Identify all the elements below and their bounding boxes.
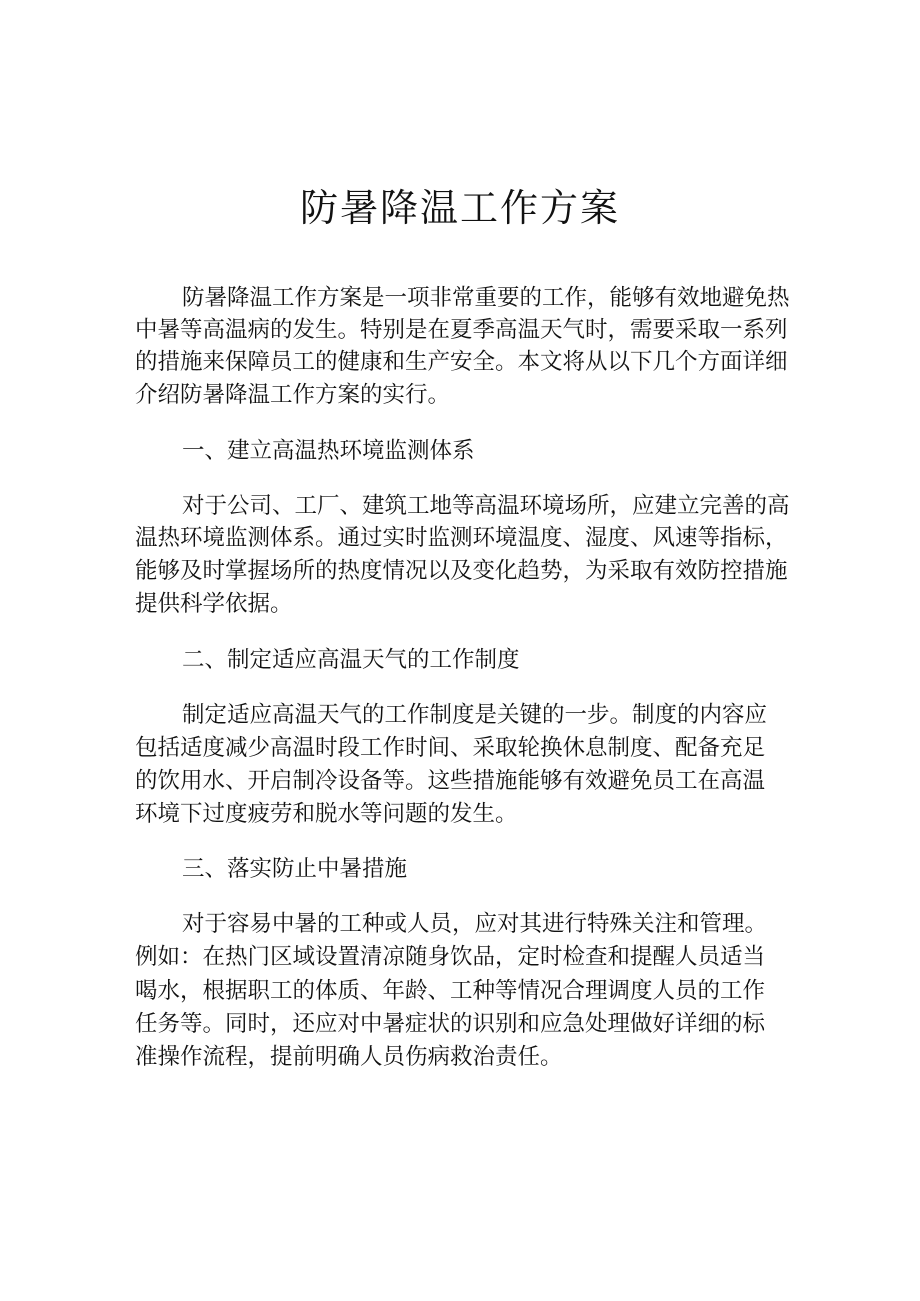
section-3-paragraph-line: 准操作流程，提前明确人员伤病救治责任。 <box>135 1044 563 1070</box>
section-heading-1: 一、建立高温热环境监测体系 <box>182 438 475 464</box>
section-1-paragraph-line: 温热环境监测体系。通过实时监测环境温度、湿度、风速等指标， <box>135 525 788 551</box>
section-1-paragraph-line: 能够及时掌握场所的热度情况以及变化趋势，为采取有效防控措施 <box>135 558 788 584</box>
intro-paragraph-line: 防暑降温工作方案是一项非常重要的工作，能够有效地避免热 <box>182 285 790 311</box>
section-heading-2: 二、制定适应高温天气的工作制度 <box>182 647 520 673</box>
section-1-paragraph-line: 提供科学依据。 <box>135 591 293 617</box>
document-title: 防暑降温工作方案 <box>299 186 620 230</box>
intro-paragraph-line: 介绍防暑降温工作方案的实行。 <box>135 382 451 408</box>
section-2-paragraph-line: 环境下过度疲劳和脱水等问题的发生。 <box>135 801 518 827</box>
section-2-paragraph-line: 制定适应高温天气的工作制度是关键的一步。制度的内容应 <box>182 702 768 728</box>
section-heading-3: 三、落实防止中暑措施 <box>182 856 408 882</box>
section-2-paragraph-line: 包括适度减少高温时段工作时间、采取轮换休息制度、配备充足 <box>135 735 766 761</box>
intro-paragraph-line: 中暑等高温病的发生。特别是在夏季高温天气时，需要采取一系列 <box>135 317 788 343</box>
section-3-paragraph-line: 对于容易中暑的工种或人员，应对其进行特殊关注和管理。 <box>182 911 768 937</box>
section-3-paragraph-line: 任务等。同时，还应对中暑症状的识别和应急处理做好详细的标 <box>135 1011 766 1037</box>
intro-paragraph-line: 的措施来保障员工的健康和生产安全。本文将从以下几个方面详细 <box>135 349 788 375</box>
section-2-paragraph-line: 的饮用水、开启制冷设备等。这些措施能够有效避免员工在高温 <box>135 768 766 794</box>
section-3-paragraph-line: 例如：在热门区域设置清凉随身饮品，定时检查和提醒人员适当 <box>135 944 766 970</box>
section-3-paragraph-line: 喝水，根据职工的体质、年龄、工种等情况合理调度人员的工作 <box>135 978 766 1004</box>
section-1-paragraph-line: 对于公司、工厂、建筑工地等高温环境场所，应建立完善的高 <box>182 493 790 519</box>
